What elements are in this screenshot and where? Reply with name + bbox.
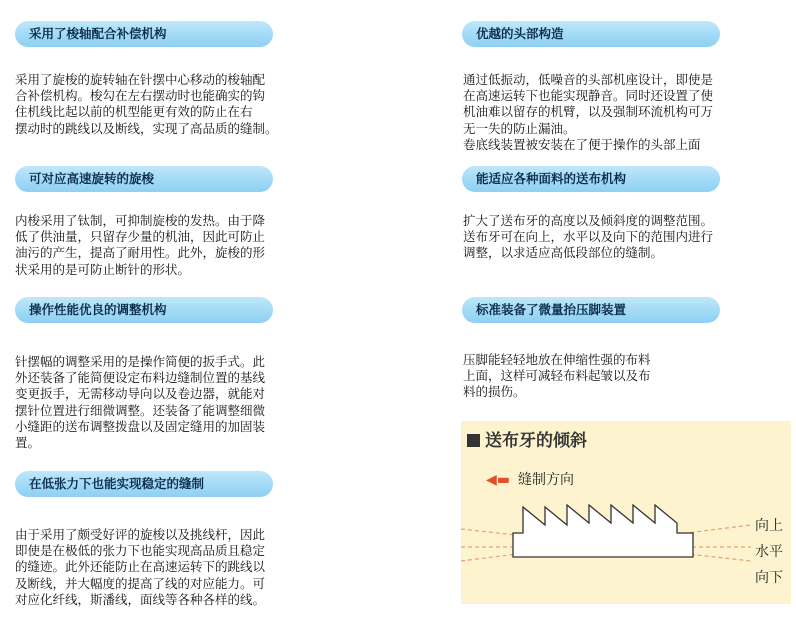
section-body-high-speed-hook xyxy=(15,213,265,278)
text-line: 合补偿机构。梭勾在左右摆动时也能确实的钩 xyxy=(15,88,266,104)
text-line: 摆动时的跳线以及断线，实现了高品质的缝制。 xyxy=(15,120,278,136)
section-heading-shuttle-compensation: 采用了梭轴配合补偿机构 xyxy=(15,21,273,47)
text-line: 机油难以留存的机臂，以及强制环流机构可万 xyxy=(463,104,714,120)
text-line: 即使是在极低的张力下也能实现高品质且稳定 xyxy=(15,543,266,559)
section-heading-presser-lift: 标准装备了微量抬压脚装置 xyxy=(462,297,720,323)
text-line: 小缝距的送布调整拨盘以及固定缝用的加固装 xyxy=(15,418,266,434)
left-arrow-icon: ◀▬ xyxy=(486,472,510,488)
section-heading-high-speed-hook: 可对应高速旋转的旋梭 xyxy=(15,166,273,192)
section-body-head-structure xyxy=(463,72,713,153)
text-line: 扩大了送布牙的高度以及倾斜度的调整范围。 xyxy=(463,213,714,228)
section-heading-head-structure: 优越的头部构造 xyxy=(462,21,720,47)
text-line: 内梭采用了钛制，可抑制旋梭的发热。由于降 xyxy=(15,213,266,228)
text-line: 的缝迹。此外还能防止在高速运转下的跳线以 xyxy=(15,559,266,575)
text-line: 料的损伤。 xyxy=(463,384,526,400)
text-line: 调整，以求适应高低段部位的缝制。 xyxy=(463,245,664,261)
text-line: 在高速运转下也能实现静音。同时还设置了使 xyxy=(463,88,714,104)
text-line: 通过低振动，低噪音的头部机座设计，即使是 xyxy=(463,72,714,87)
section-heading-low-tension: 在低张力下也能实现稳定的缝制 xyxy=(15,471,273,497)
text-line: 置。 xyxy=(15,435,41,451)
section-heading-feed-mechanism: 能适应各种面料的送布机构 xyxy=(462,166,720,192)
text-line: 针摆幅的调整采用的是操作简便的扳手式。此 xyxy=(15,354,266,369)
text-line: 外还装备了能简便设定布料边缝制位置的基线 xyxy=(15,370,266,386)
text-line: 变更扳手，无需移动导向以及卷边器，就能对 xyxy=(15,386,266,402)
text-line: 低了供油量，只留存少量的机油，因此可防止 xyxy=(15,229,266,245)
text-line: 对应化纤线，斯潘线，面线等各种各样的线。 xyxy=(15,591,266,607)
label-down: 向下 xyxy=(755,570,783,586)
label-level: 水平 xyxy=(755,544,783,560)
text-line: 油污的产生，提高了耐用性。此外，旋梭的形 xyxy=(15,245,266,261)
text-line: 上面，这样可减轻布料起皱以及布 xyxy=(463,368,651,384)
section-body-presser-lift xyxy=(463,352,651,401)
section-heading-adjustment: 操作性能优良的调整机构 xyxy=(15,297,273,323)
feed-dog-tilt-figure xyxy=(461,421,791,604)
feed-dog-diagram xyxy=(461,421,791,604)
feed-dog-shape xyxy=(513,505,693,557)
section-body-feed-mechanism xyxy=(463,213,713,262)
sewing-direction-label: 缝制方向 xyxy=(518,472,574,488)
text-line: 压脚能轻轻地放在伸缩性强的布料 xyxy=(463,352,651,367)
text-line: 住机线比起以前的机型能更有效的防止在右 xyxy=(15,104,253,120)
figure-title-text: 送布牙的倾斜 xyxy=(485,431,587,451)
text-line: 摆针位置进行细微调整。还装备了能调整细微 xyxy=(15,402,266,418)
text-line: 状采用的是可防止断针的形状。 xyxy=(15,261,191,277)
section-body-low-tension xyxy=(15,527,265,608)
text-line: 采用了旋梭的旋转轴在针摆中心移动的梭轴配 xyxy=(15,72,266,87)
text-line: 及断线，并大幅度的提高了线的对应能力。可 xyxy=(15,575,266,591)
section-body-shuttle-compensation xyxy=(15,72,278,137)
label-up: 向上 xyxy=(755,518,783,534)
text-line: 送布牙可在向上，水平以及向下的范围内进行 xyxy=(463,229,714,245)
text-line: 无一失的防止漏油。 xyxy=(463,120,576,136)
text-line: 由于采用了颇受好评的旋梭以及挑线杆，因此 xyxy=(15,527,266,542)
section-body-adjustment xyxy=(15,354,265,451)
text-line: 卷底线装置被安装在了便于操作的头部上面 xyxy=(463,136,701,152)
